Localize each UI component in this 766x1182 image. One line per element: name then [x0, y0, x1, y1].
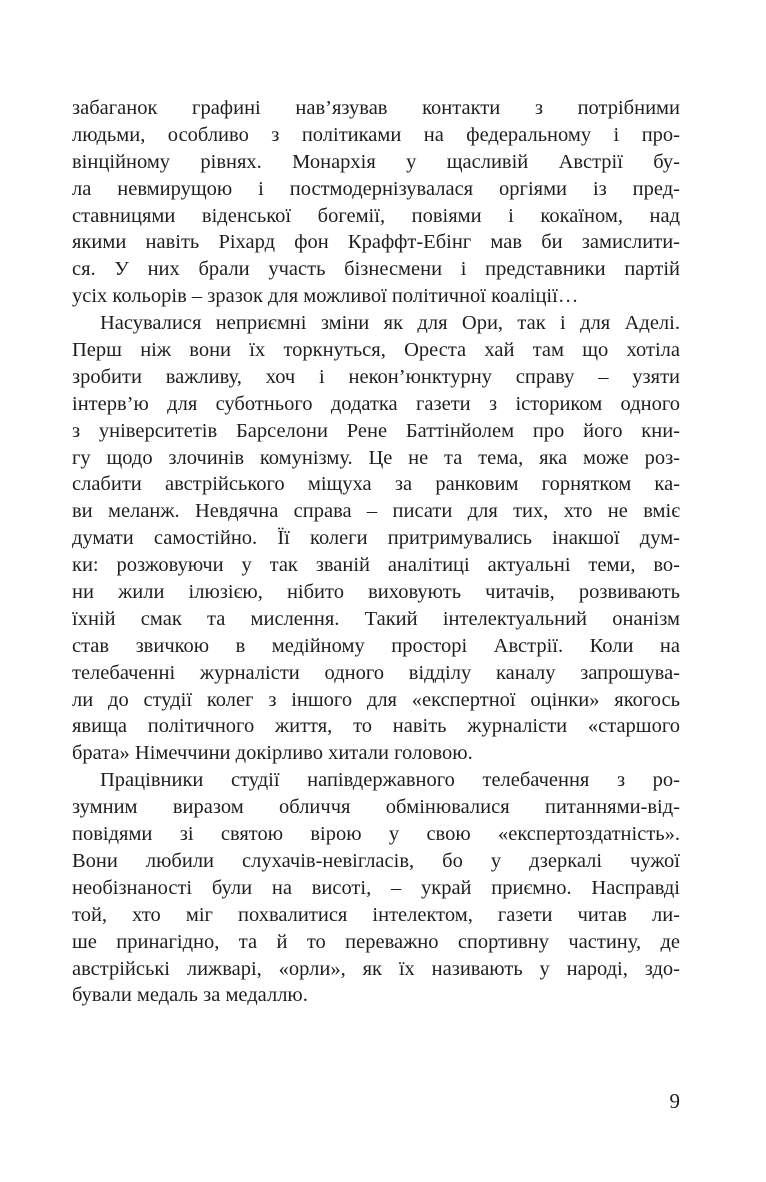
text-line: явища політичного життя, то навіть журналісти «старшого	[72, 715, 680, 738]
text-line: зумним виразом обличчя обмінювалися питаннями-від-	[72, 796, 680, 819]
text-line: інтерв’ю для суботнього додатка газети з істориком одного	[72, 392, 680, 415]
text-line: повідями зі святою вірою у свою «експертоздатність».	[72, 823, 680, 846]
text-line: слабити австрійського міщуха за ранковим горнятком ка-	[72, 473, 680, 496]
text-line: брата» Німеччини докірливо хитали головою.	[72, 742, 473, 765]
text-line: Вони любили слухачів-невігласів, бо у дзеркалі чужої	[72, 849, 680, 872]
text-line: зробити важливу, хоч і некон’юнктурну справу – узяти	[72, 365, 680, 388]
text-line: їхній смак та мислення. Такий інтелектуальний онанізм	[72, 607, 680, 630]
text-line: вінційному рівнях. Монархія у щасливій Австрії бу-	[72, 150, 680, 173]
text-line: людьми, особливо з політиками на федеральному і про-	[72, 123, 680, 146]
paragraph	[72, 95, 680, 310]
text-line: необізнаності були на висоті, – украй приємно. Насправді	[72, 876, 680, 899]
text-line: ла невмирущою і постмодернізувалася оргіями із пред-	[72, 177, 680, 200]
text-line: телебаченні журналісти одного відділу каналу запрошува-	[72, 661, 680, 684]
text-line: бували медаль за медаллю.	[72, 984, 308, 1007]
text-line: австрійські лижварі, «орли», як їх називають у народі, здо-	[72, 957, 680, 980]
text-line: ся. У них брали участь бізнесмени і представники партій	[72, 258, 680, 281]
text-line: Перш ніж вони їх торкнуться, Ореста хай там що хотіла	[72, 339, 680, 362]
text-line: ки: розжовуючи у так званій аналітиці актуальні теми, во-	[72, 554, 680, 577]
text-line: забаганок графині нав’язував контакти з потрібними	[72, 97, 680, 119]
text-line: Працівники студії напівдержавного телебачення з ро-	[100, 769, 680, 792]
text-line: ли до студії колег з іншого для «експертної оцінки» якогось	[72, 688, 680, 711]
text-line: ни жили ілюзією, нібито виховують читачів, розвивають	[72, 581, 680, 604]
text-line: усіх кольорів – зразок для можливої політичної коаліції…	[72, 285, 579, 308]
page-number: 9	[669, 1089, 680, 1113]
text-line: гу щодо злочинів комунізму. Це не та тема, яка може роз-	[72, 446, 680, 469]
text-line: ви меланж. Невдячна справа – писати для тих, хто не вміє	[72, 500, 680, 523]
text-line: той, хто міг похвалитися інтелектом, газети читав ли-	[72, 903, 680, 926]
text-line: ше принагідно, та й то переважно спортивну частину, де	[72, 930, 680, 953]
text-line: став звичкою в медійному просторі Австрії. Коли на	[72, 634, 680, 657]
text-line: якими навіть Ріхард фон Краффт-Ебінг мав би замислити-	[72, 231, 680, 254]
text-line: з університетів Барселони Рене Баттінйолем про його кни-	[72, 419, 680, 442]
paragraph	[72, 767, 680, 1009]
page-body	[72, 95, 680, 1009]
text-line: ставницями віденської богемії, повіями і кокаїном, над	[72, 204, 680, 227]
text-line: Насувалися неприємні зміни як для Ори, так і для Аделі.	[100, 312, 680, 335]
paragraph	[72, 310, 680, 767]
text-line: думати самостійно. Її колеги притримувались інакшої дум-	[72, 527, 680, 550]
